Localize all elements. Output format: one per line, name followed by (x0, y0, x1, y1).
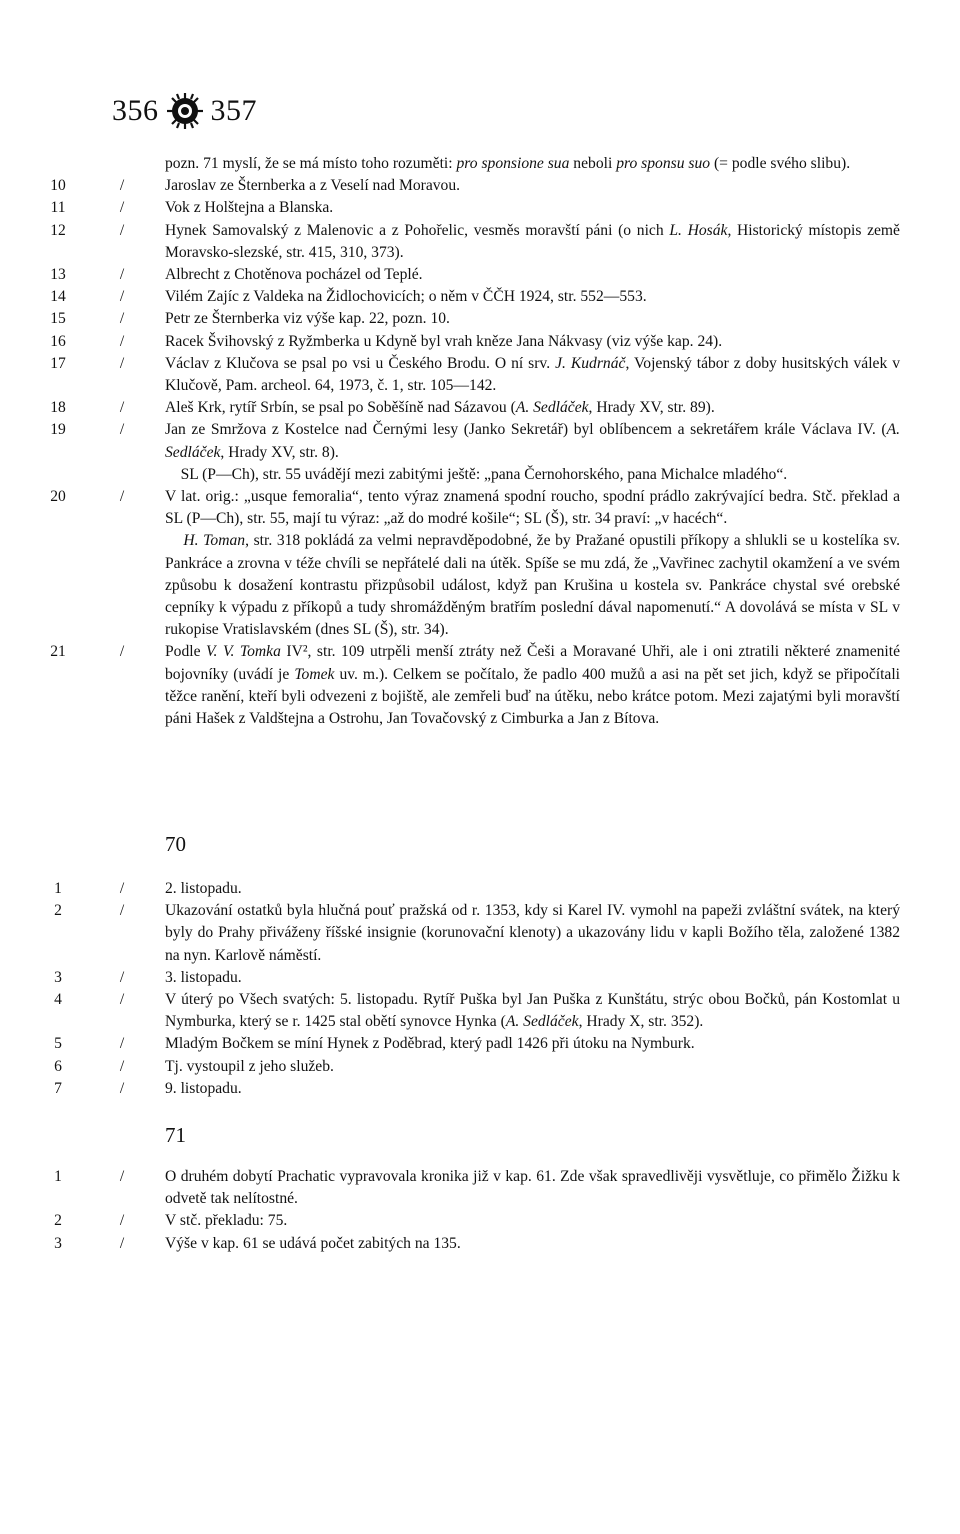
note-text: Petr ze Šternberka viz výše kap. 22, pozn. 10. (165, 310, 450, 328)
note-number: 12 (50, 221, 66, 239)
note-row (0, 353, 960, 397)
note-row (0, 1166, 960, 1210)
note-text: Podle V. V. Tomka IV², str. 109 utrpěli menší ztráty než Češi a Moravané Uhři, ale i oni ztratili některé znamenité bojovníky (uvádí je Tomek uv. m.). Celkem se počítalo, že padlo 400 mužů a asi na pět set jich, když se připočítali těžce ranění, kteří byli odvezeni z bojiště, ale zemřeli buď na útěku, nebo krátce potom. Mezi zajatými byli moravští páni Hašek z Valdštejna a Ostrohu, Jan Tovačovský z Cimburka a Jan z Bítova. (165, 643, 901, 728)
note-separator: / (119, 399, 125, 417)
note-text: Tj. vystoupil z jeho služeb. (165, 1057, 334, 1075)
note-row (0, 197, 960, 219)
note-text: Václav z Klučova se psal po vsi u Českého Brodu. O ní srv. J. Kudrnáč, Vojenský tábor z doby husitských válek v Klučově, Pam. archeol. 64, 1973, č. 1, str. 105—142. (165, 354, 901, 395)
note-text: 9. listopadu. (165, 1079, 242, 1097)
note-text: Aleš Krk, rytíř Srbín, se psal po Soběšíně nad Sázavou (A. Sedláček, Hrady XV, str. 89). (165, 399, 715, 417)
note-separator: / (119, 880, 125, 897)
note-text: Hynek Samovalský z Malenovic a z Pohořelic, vesměs moravští páni (o nich L. Hosák, Historický místopis země Moravsko-slezské, str. 415, 310, 373). (165, 221, 900, 261)
note-separator: / (119, 968, 125, 986)
note-separator: / (119, 1079, 125, 1097)
notes-section-71 (0, 1166, 960, 1255)
note-separator: / (119, 288, 125, 306)
note-text: 3. listopadu. (165, 968, 242, 986)
chapter-heading-70: 70 (165, 832, 186, 856)
note-separator: / (119, 266, 125, 284)
note-number: 13 (50, 266, 66, 284)
note-row (0, 900, 960, 967)
note-text: V lat. orig.: „usque femoralia“, tento výraz znamená spodní roucho, spodní prádlo zakrývající bedra. Stč. překlad a SL (P—Ch), str. 55, mají tu výraz: „až do modré košile“; SL (Š), str. 34 praví: „v hacéch“. H. Toman, str. 318 pokládá za velmi nepravděpodobné, že by Pražané opustili příkopy a shlukli se u kostelíka sv. Pankráce a zrovna v téže chvíli se nepřátelé dali na útěk. Spíše se mu zdá, že „Vavřinec zachytil okamžení a ve svém způsobu k dosažení kontrastu přizpůsobil událost, když pan Krušina u kostela sv. Pankráce chystal své orebské cepníky k výpadu z příkopů a tudy shromážděným bratřím poslední dával napomenutí.“ A dovolává se místa v SL v rukopise Vratislavském (dnes SL (Š), str. 34). (165, 488, 901, 639)
note-text: Vilém Zajíc z Valdeka na Židlochovicích; o něm v ČČH 1924, str. 552—553. (165, 288, 647, 306)
note-number: 2 (54, 902, 62, 920)
note-number: 17 (50, 354, 66, 372)
note-separator: / (119, 1234, 125, 1252)
note-row (0, 1033, 960, 1055)
note-number: 15 (50, 310, 66, 328)
note-separator: / (119, 177, 125, 195)
note-number: 3 (54, 1234, 62, 1252)
note-row (0, 397, 960, 419)
note-number: 16 (50, 332, 66, 350)
note-separator: / (119, 332, 125, 350)
note-text: O druhém dobytí Prachatic vypravovala kronika již v kap. 61. Zde však spravedlivěji vysvětluje, co přimělo Žižku k odvetě tak nelítostné. (165, 1168, 900, 1208)
note-number: 2 (54, 1212, 62, 1230)
note-text: V stč. překladu: 75. (165, 1212, 288, 1230)
note-number: 19 (50, 421, 66, 439)
note-text: pozn. 71 myslí, že se má místo toho rozuměti: pro sponsione sua neboli pro sponsu suo (= podle svého slibu). (165, 155, 851, 172)
note-number: 11 (50, 199, 66, 217)
note-row (0, 419, 960, 486)
left-page-number: 356 (112, 93, 159, 127)
note-separator: / (119, 1212, 125, 1230)
note-text: Racek Švihovský z Ryžmberka u Kdyně byl vrah kněze Jana Nákvasy (viz výše kap. 24). (165, 332, 723, 350)
note-number: 1 (54, 1168, 62, 1185)
note-number: 3 (54, 968, 62, 986)
note-row (0, 1233, 960, 1255)
note-number: 5 (54, 1035, 62, 1053)
right-page-number: 357 (210, 93, 257, 127)
note-text: Albrecht z Chotěnova pocházel od Teplé. (165, 266, 423, 284)
page-header (112, 88, 257, 134)
note-row (0, 175, 960, 197)
note-separator: / (119, 991, 125, 1009)
note-row (0, 641, 960, 730)
chapter-heading-71: 71 (165, 1123, 186, 1147)
note-row (0, 153, 960, 175)
note-row (0, 1056, 960, 1078)
note-row (0, 989, 960, 1033)
note-row (0, 1078, 960, 1100)
note-separator: / (119, 221, 125, 239)
note-separator: / (119, 902, 125, 920)
note-number: 18 (50, 399, 66, 417)
note-text: Jan ze Smržova z Kostelce nad Černými lesy (Janko Sekretář) byl oblíbencem a sekretářem krále Václava IV. (A. Sedláček, Hrady XV, str. 8). SL (P—Ch), str. 55 uvádějí mezi zabitými ještě: „pana Černohorského, pana Michalce mladého“. (165, 421, 900, 483)
note-number: 21 (50, 643, 66, 661)
note-row (0, 967, 960, 989)
notes-section-70 (0, 878, 960, 1100)
note-row (0, 286, 960, 308)
note-separator: / (119, 1168, 125, 1185)
note-row (0, 220, 960, 264)
note-number: 20 (50, 488, 66, 506)
note-separator: / (119, 421, 125, 439)
note-number: 1 (54, 880, 62, 897)
note-text: V úterý po Všech svatých: 5. listopadu. Rytíř Puška byl Jan Puška z Kunštátu, strýc obou Bočků, pán Kostomlat u Nymburka, který se r. 1425 stal obětí synovce Hynka (A. Sedláček, Hrady X, str. 352). (165, 991, 900, 1031)
notes-section-continued (0, 153, 960, 730)
note-text: Jaroslav ze Šternberka a z Veselí nad Moravou. (165, 177, 461, 195)
note-separator: / (119, 354, 125, 372)
note-text: Vok z Holštejna a Blanska. (165, 199, 334, 217)
note-separator: / (119, 1035, 125, 1053)
note-number: 4 (54, 991, 62, 1009)
note-number: 6 (54, 1057, 62, 1075)
note-row (0, 308, 960, 330)
note-separator: / (119, 310, 125, 328)
note-number: 10 (50, 177, 66, 195)
note-row (0, 1210, 960, 1232)
note-text: Mladým Bočkem se míní Hynek z Poděbrad, který padl 1426 při útoku na Nymburk. (165, 1035, 695, 1053)
note-separator: / (119, 199, 125, 217)
note-text: Výše v kap. 61 se udává počet zabitých na 135. (165, 1234, 461, 1252)
note-row (0, 878, 960, 900)
note-separator: / (119, 643, 125, 661)
note-separator: / (119, 488, 125, 506)
note-row (0, 486, 960, 641)
ornament-emblem-icon (165, 91, 205, 131)
note-text: Ukazování ostatků byla hlučná pouť pražská od r. 1353, kdy si Karel IV. vymohl na papeži zvláštní svátek, na který byly do Prahy přiváženy říšské insignie (korunovační klenoty) a ukazovány lidu v kapli Božího těla, založené 1382 na nyn. Karlově náměstí. (165, 902, 900, 964)
note-row (0, 331, 960, 353)
note-text: 2. listopadu. (165, 880, 242, 897)
note-number: 14 (50, 288, 66, 306)
note-separator: / (119, 1057, 125, 1075)
note-number: 7 (54, 1079, 62, 1097)
note-row (0, 264, 960, 286)
